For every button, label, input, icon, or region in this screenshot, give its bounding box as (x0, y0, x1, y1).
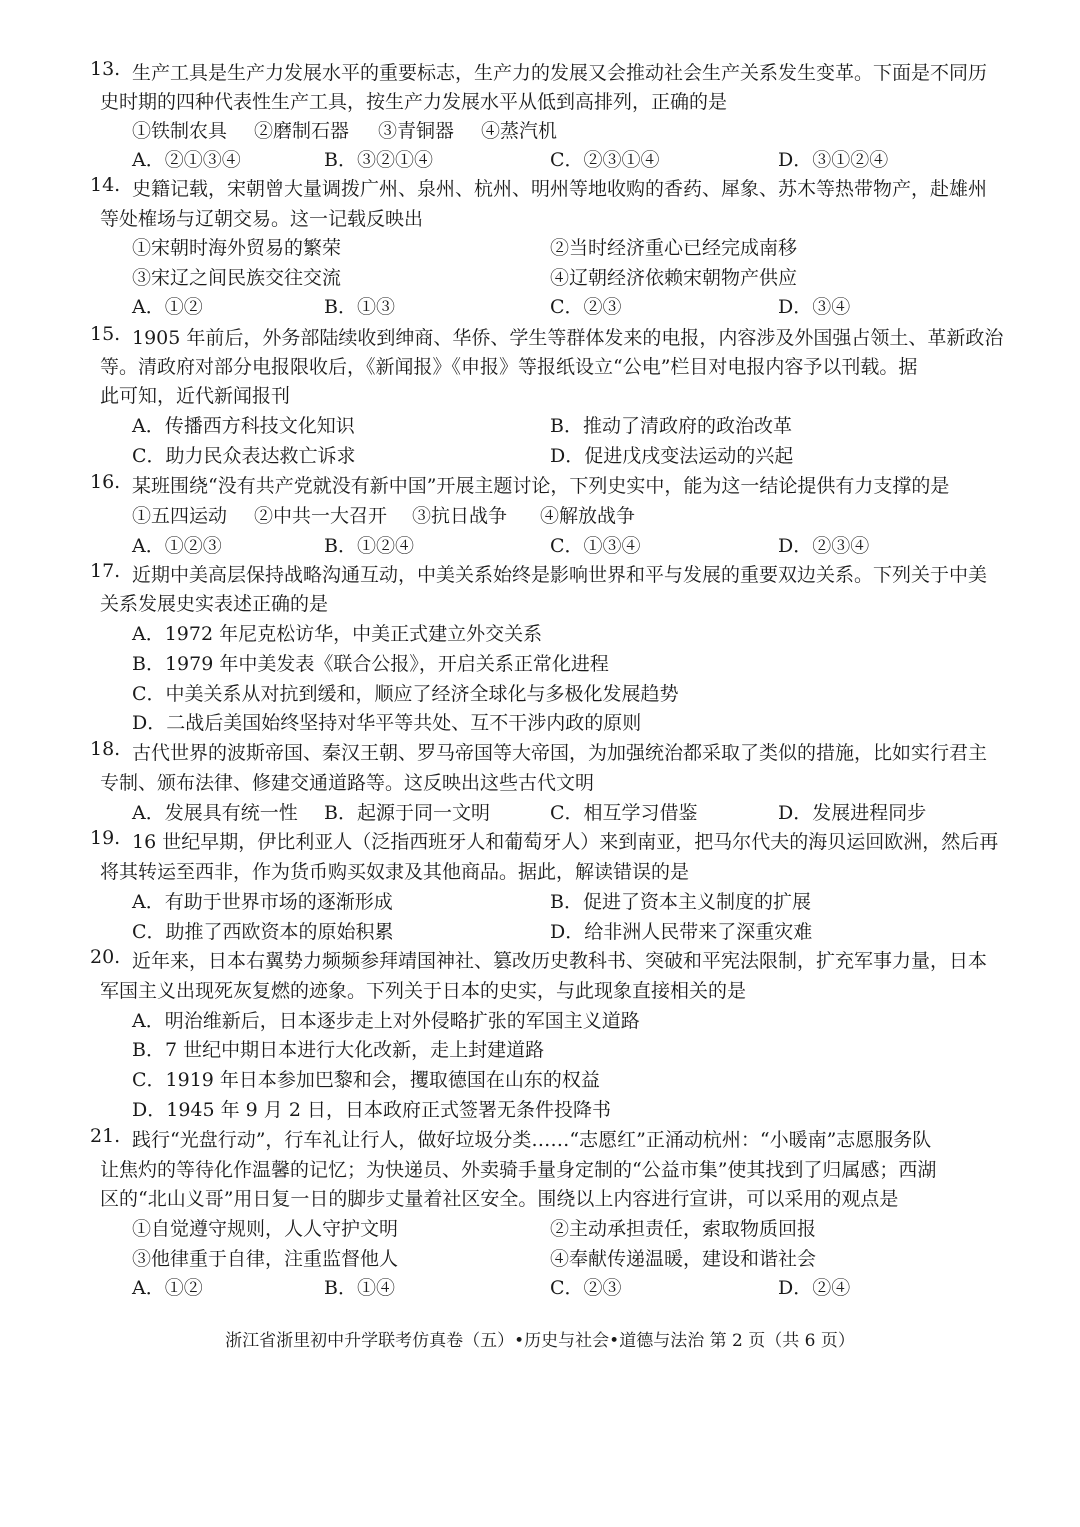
statement-item: ②磨制石器 (254, 120, 350, 142)
answer-option-a[interactable]: A．1972 年尼克松访华，中美正式建立外交关系 (132, 623, 543, 645)
question-number: 13. (90, 58, 121, 80)
statement-item: ②中共一大召开 (254, 505, 388, 527)
answer-option-c[interactable]: C．②③ (550, 296, 622, 318)
answer-option-b[interactable]: B．1979 年中美发表《联合公报》，开启关系正常化进程 (132, 653, 609, 675)
question-stem-line: 近期中美高层保持战略沟通互动，中美关系始终是影响世界和平与发展的重要双边关系。下列关于中美 (132, 564, 988, 586)
question-stem-line: 史时期的四种代表性生产工具，按生产力发展水平从低到高排列，正确的是 (100, 91, 728, 113)
answer-option-b[interactable]: B．7 世纪中期日本进行大化改新，走上封建道路 (132, 1039, 545, 1061)
answer-option-c[interactable]: C．助力民众表达救亡诉求 (132, 445, 356, 467)
question-stem-line: 军国主义出现死灰复燃的迹象。下列关于日本的史实，与此现象直接相关的是 (100, 980, 747, 1002)
statement-item: ④解放战争 (540, 505, 636, 527)
answer-option-d[interactable]: D．②③④ (778, 535, 870, 557)
statement-item: ①铁制农具 (132, 120, 228, 142)
question-stem-line: 史籍记载，宋朝曾大量调拨广州、泉州、杭州、明州等地收购的香药、犀象、苏木等热带物产，赴雄州 (132, 178, 988, 200)
question-stem-line: 1905 年前后，外务部陆续收到绅商、华侨、学生等群体发来的电报，内容涉及外国强占领土、革新政治 (132, 327, 1004, 349)
page-footer: 浙江省浙里初中升学联考仿真卷（五）•历史与社会•道德与法治 第 2 页（共 6 页） (225, 1331, 855, 1351)
statement-item: ①自觉遵守规则，人人守护文明 (132, 1218, 399, 1240)
statement-item: ②当时经济重心已经完成南移 (550, 237, 798, 259)
question-number: 21. (90, 1125, 121, 1147)
answer-option-d[interactable]: D．③①②④ (778, 149, 889, 171)
question-stem-line: 某班围绕“没有共产党就没有新中国”开展主题讨论，下列史实中，能为这一结论提供有力支撑的是 (132, 475, 950, 497)
answer-option-b[interactable]: B．起源于同一文明 (324, 802, 490, 824)
question-stem-line: 践行“光盘行动”，行车礼让行人，做好垃圾分类……“志愿红”正涌动杭州：“小暖南”志愿服务队 (132, 1129, 932, 1151)
question-stem-line: 近年来，日本右翼势力频频参拜靖国神社、篡改历史教科书、突破和平宪法限制，扩充军事力量，日本 (132, 950, 988, 972)
answer-option-b[interactable]: B．③②①④ (324, 149, 433, 171)
statement-item: ③抗日战争 (412, 505, 508, 527)
statement-item: ④辽朝经济依赖宋朝物产供应 (550, 267, 798, 289)
answer-option-c[interactable]: C．1919 年日本参加巴黎和会，攫取德国在山东的权益 (132, 1069, 600, 1091)
question-number: 15. (90, 323, 121, 345)
question-number: 19. (90, 827, 121, 849)
answer-option-a[interactable]: A．有助于世界市场的逐渐形成 (132, 891, 393, 913)
answer-option-c[interactable]: C．②③ (550, 1277, 622, 1299)
question-number: 17. (90, 560, 121, 582)
question-stem-line: 专制、颁布法律、修建交通道路等。这反映出这些古代文明 (100, 772, 595, 794)
question-number: 14. (90, 174, 121, 196)
answer-option-d[interactable]: D．二战后美国始终坚持对华平等共处、互不干涉内政的原则 (132, 712, 642, 734)
answer-option-d[interactable]: D．③④ (778, 296, 851, 318)
question-number: 16. (90, 471, 121, 493)
answer-option-c[interactable]: C．相互学习借鉴 (550, 802, 698, 824)
question-stem-line: 此可知，近代新闻报刊 (100, 385, 291, 407)
answer-option-a[interactable]: A．传播西方科技文化知识 (132, 415, 355, 437)
question-number: 18. (90, 738, 121, 760)
answer-option-b[interactable]: B．①③ (324, 296, 395, 318)
answer-option-b[interactable]: B．推动了清政府的政治改革 (550, 415, 792, 437)
question-number: 20. (90, 946, 121, 968)
statement-item: ①宋朝时海外贸易的繁荣 (132, 237, 342, 259)
statement-item: ④奉献传递温暖，建设和谐社会 (550, 1248, 817, 1270)
answer-option-c[interactable]: C．②③①④ (550, 149, 660, 171)
answer-option-b[interactable]: B．①②④ (324, 535, 414, 557)
question-stem-line: 等。清政府对部分电报限收后，《新闻报》《申报》等报纸设立“公电”栏目对电报内容予以刊载。据 (100, 356, 918, 378)
answer-option-d[interactable]: D．给非洲人民带来了深重灾难 (550, 921, 813, 943)
question-stem-line: 16 世纪早期，伊比利亚人（泛指西班牙人和葡萄牙人）来到南亚，把马尔代夫的海贝运回欧洲，然后再 (132, 831, 999, 853)
answer-option-c[interactable]: C．①③④ (550, 535, 641, 557)
question-stem-line: 让焦灼的等待化作温馨的记忆；为快递员、外卖骑手量身定制的“公益市集”使其找到了归属感；西湖 (100, 1159, 937, 1181)
answer-option-b[interactable]: B．促进了资本主义制度的扩展 (550, 891, 811, 913)
statement-item: ③宋辽之间民族交往交流 (132, 267, 342, 289)
answer-option-b[interactable]: B．①④ (324, 1277, 395, 1299)
statement-item: ④蒸汽机 (481, 120, 558, 142)
question-stem-line: 关系发展史实表述正确的是 (100, 593, 329, 615)
answer-option-d[interactable]: D．1945 年 9 月 2 日，日本政府正式签署无条件投降书 (132, 1099, 611, 1121)
question-stem-line: 等处榷场与辽朝交易。这一记载反映出 (100, 208, 424, 230)
question-stem-line: 生产工具是生产力发展水平的重要标志，生产力的发展又会推动社会生产关系发生变革。下面是不同历 (132, 62, 988, 84)
question-stem-line: 区的“北山义哥”用日复一日的脚步丈量着社区安全。围绕以上内容进行宣讲，可以采用的观点是 (100, 1188, 899, 1210)
question-stem-line: 古代世界的波斯帝国、秦汉王朝、罗马帝国等大帝国，为加强统治都采取了类似的措施，比如实行君主 (132, 742, 988, 764)
answer-option-a[interactable]: A．发展具有统一性 (132, 802, 298, 824)
answer-option-d[interactable]: D．发展进程同步 (778, 802, 927, 824)
statement-item: ③他律重于自律，注重监督他人 (132, 1248, 399, 1270)
answer-option-a[interactable]: A．②①③④ (132, 149, 241, 171)
question-stem-line: 将其转运至西非，作为货币购买奴隶及其他商品。据此，解读错误的是 (100, 861, 690, 883)
statement-item: ③青铜器 (378, 120, 455, 142)
statement-item: ①五四运动 (132, 505, 228, 527)
answer-option-d[interactable]: D．促进戊戌变法运动的兴起 (550, 445, 794, 467)
answer-option-c[interactable]: C．助推了西欧资本的原始积累 (132, 921, 394, 943)
statement-item: ②主动承担责任，索取物质回报 (550, 1218, 817, 1240)
answer-option-c[interactable]: C．中美关系从对抗到缓和，顺应了经济全球化与多极化发展趋势 (132, 683, 679, 705)
answer-option-a[interactable]: A．①② (132, 296, 203, 318)
answer-option-a[interactable]: A．①② (132, 1277, 203, 1299)
answer-option-a[interactable]: A．①②③ (132, 535, 222, 557)
answer-option-a[interactable]: A．明治维新后，日本逐步走上对外侵略扩张的军国主义道路 (132, 1010, 640, 1032)
answer-option-d[interactable]: D．②④ (778, 1277, 851, 1299)
